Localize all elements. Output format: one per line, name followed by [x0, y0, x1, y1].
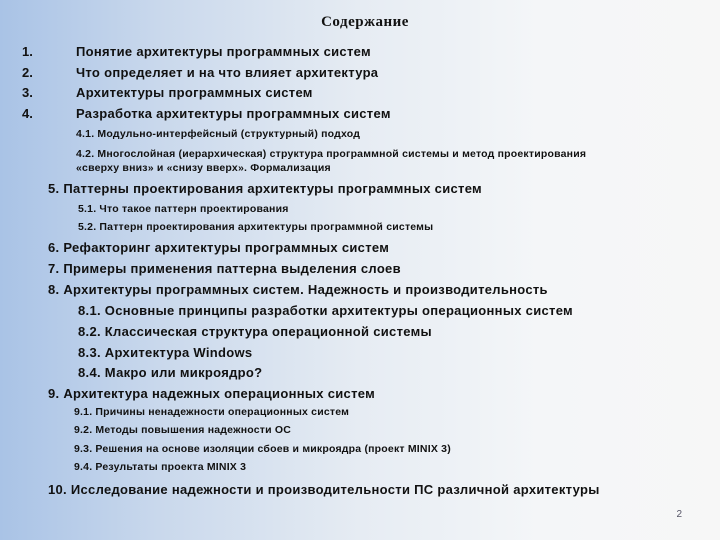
subitem-9-3: 9.3. Решения на основе изоляции сбоев и микроядра (проект MINIX 3): [74, 443, 451, 455]
item-4-text: Разработка архитектуры программных систем: [76, 106, 391, 121]
item-2-number: 2.: [22, 65, 33, 80]
item-3-text: Архитектуры программных систем: [76, 85, 313, 100]
item-1-text: Понятие архитектуры программных систем: [76, 44, 371, 59]
subitem-4-2-line2: «сверху вниз» и «снизу вверх». Формализация: [76, 162, 331, 174]
subitem-8-1: 8.1. Основные принципы разработки архитектуры операционных систем: [78, 303, 573, 318]
subitem-4-1: 4.1. Модульно-интерфейсный (структурный) подход: [76, 128, 361, 140]
item-3-number: 3.: [22, 85, 33, 100]
subitem-8-3: 8.3. Архитектура Windows: [78, 345, 253, 360]
item-5: 5. Паттерны проектирования архитектуры программных систем: [48, 181, 482, 196]
item-7: 7. Примеры применения паттерна выделения слоев: [48, 261, 401, 276]
page-number: 2: [676, 509, 682, 520]
subitem-5-1: 5.1. Что такое паттерн проектирования: [78, 203, 289, 215]
item-2-text: Что определяет и на что влияет архитектура: [76, 65, 379, 80]
subitem-9-4: 9.4. Результаты проекта MINIX 3: [74, 461, 247, 473]
item-1-number: 1.: [22, 44, 33, 59]
subitem-9-1: 9.1. Причины ненадежности операционных систем: [74, 406, 350, 418]
subitem-8-4: 8.4. Макро или микроядро?: [78, 365, 263, 380]
subitem-5-2: 5.2. Паттерн проектирования архитектуры программной системы: [78, 221, 434, 233]
subitem-4-2-line1: 4.2. Многослойная (иерархическая) структура программной системы и метод проектирования: [76, 148, 587, 160]
item-4-number: 4.: [22, 106, 33, 121]
subitem-9-2: 9.2. Методы повышения надежности ОС: [74, 424, 292, 436]
item-10: 10. Исследование надежности и производительности ПС различной архитектуры: [48, 482, 600, 497]
item-8: 8. Архитектуры программных систем. Надежность и производительность: [48, 282, 548, 297]
page-title: Содержание: [321, 14, 409, 30]
item-9: 9. Архитектура надежных операционных систем: [48, 386, 376, 401]
subitem-8-2: 8.2. Классическая структура операционной системы: [78, 324, 432, 339]
item-6: 6. Рефакторинг архитектуры программных систем: [48, 240, 390, 255]
